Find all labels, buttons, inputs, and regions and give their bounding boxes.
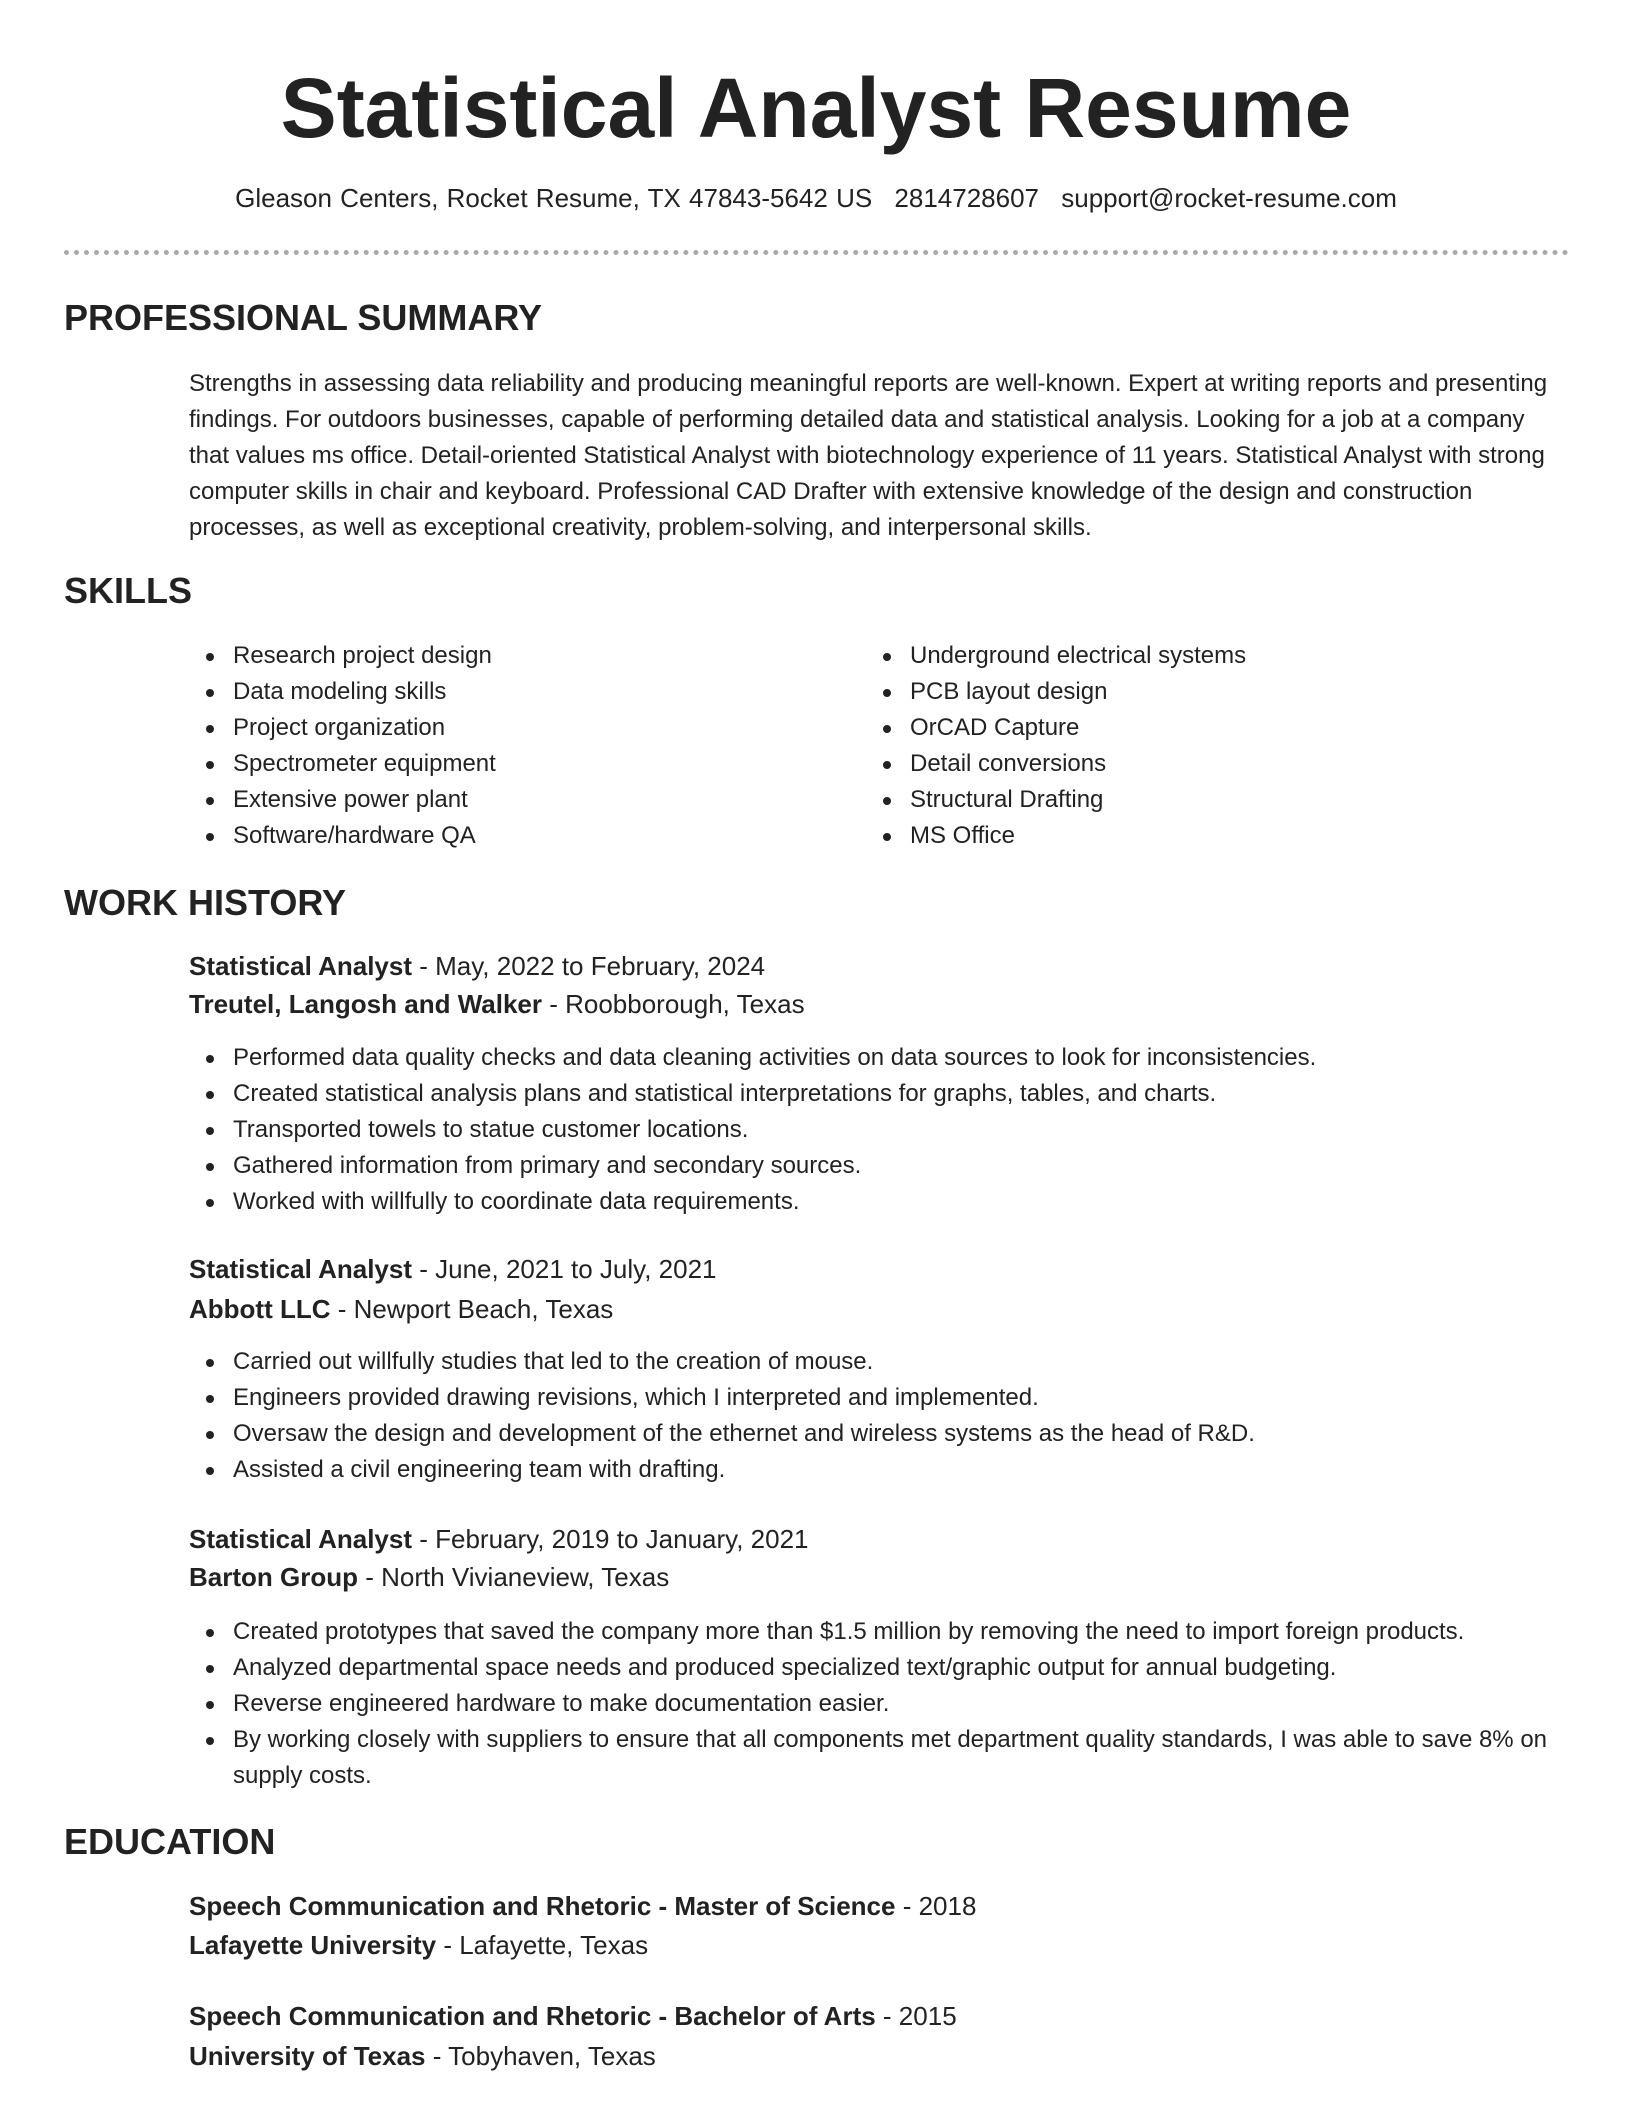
header-divider bbox=[64, 250, 1569, 255]
education-school: Lafayette University bbox=[189, 1930, 437, 1960]
job-bullet: Transported towels to statue customer locations. bbox=[189, 1112, 1589, 1148]
job-bullet: Carried out willfully studies that led to the creation of mouse. bbox=[189, 1344, 1589, 1380]
job-company: Abbott LLC bbox=[189, 1294, 331, 1324]
job-dates: - February, 2019 to January, 2021 bbox=[412, 1524, 809, 1554]
job-bullet: Oversaw the design and development of the ethernet and wireless systems as the head of R&D. bbox=[189, 1416, 1589, 1452]
education-school-line bbox=[189, 2037, 656, 2075]
skill-item: OrCAD Capture bbox=[866, 710, 1506, 746]
page-title: Statistical Analyst Resume bbox=[280, 61, 1352, 155]
skill-item: Project organization bbox=[189, 710, 829, 746]
job-bullet: Performed data quality checks and data cleaning activities on data sources to look for inconsistencies. bbox=[189, 1040, 1589, 1076]
education-location: - Lafayette, Texas bbox=[436, 1930, 649, 1960]
skill-item: Software/hardware QA bbox=[189, 818, 829, 854]
job-title-line bbox=[189, 1520, 809, 1558]
job-company-line bbox=[189, 1558, 669, 1596]
job-bullet: Reverse engineered hardware to make documentation easier. bbox=[189, 1686, 1589, 1722]
skill-item: Research project design bbox=[189, 638, 829, 674]
skill-item: Spectrometer equipment bbox=[189, 746, 829, 782]
job-bullet: Engineers provided drawing revisions, which I interpreted and implemented. bbox=[189, 1380, 1589, 1416]
contact-line bbox=[0, 180, 1632, 216]
section-title-education: EDUCATION bbox=[64, 1821, 276, 1862]
education-degree: Speech Communication and Rhetoric - Master of Science bbox=[189, 1891, 896, 1921]
job-dates: - May, 2022 to February, 2024 bbox=[412, 951, 766, 981]
job-company: Treutel, Langosh and Walker bbox=[189, 989, 542, 1019]
job-bullets bbox=[189, 1344, 1589, 1488]
education-location: - Tobyhaven, Texas bbox=[425, 2041, 656, 2071]
job-company-line bbox=[189, 985, 805, 1023]
skill-item: Data modeling skills bbox=[189, 674, 829, 710]
job-location: - Roobborough, Texas bbox=[542, 989, 805, 1019]
job-bullet: Created prototypes that saved the company more than $1.5 million by removing the need to import foreign products. bbox=[189, 1614, 1589, 1650]
job-bullets bbox=[189, 1040, 1589, 1220]
job-bullets bbox=[189, 1614, 1589, 1794]
skill-item: Extensive power plant bbox=[189, 782, 829, 818]
job-title-line bbox=[189, 1250, 717, 1288]
education-degree: Speech Communication and Rhetoric - Bachelor of Arts bbox=[189, 2001, 876, 2031]
education-degree-line bbox=[189, 1887, 976, 1925]
section-title-summary: PROFESSIONAL SUMMARY bbox=[64, 297, 543, 338]
job-location: - North Vivianeview, Texas bbox=[358, 1562, 670, 1592]
section-title-work: WORK HISTORY bbox=[64, 882, 347, 923]
job-bullet: Analyzed departmental space needs and produced specialized text/graphic output for annual budgeting. bbox=[189, 1650, 1589, 1686]
job-company: Barton Group bbox=[189, 1562, 358, 1592]
skills-list-right bbox=[866, 638, 1506, 854]
education-school: University of Texas bbox=[189, 2041, 426, 2071]
education-year: - 2015 bbox=[875, 2001, 957, 2031]
job-bullet: Created statistical analysis plans and statistical interpretations for graphs, tables, and charts. bbox=[189, 1076, 1589, 1112]
education-year: - 2018 bbox=[895, 1891, 977, 1921]
job-title-line bbox=[189, 947, 765, 985]
contact-phone: 2814728607 bbox=[894, 183, 1040, 213]
job-company-line bbox=[189, 1290, 613, 1328]
job-location: - Newport Beach, Texas bbox=[330, 1294, 614, 1324]
skill-item: MS Office bbox=[866, 818, 1506, 854]
job-bullet: By working closely with suppliers to ensure that all components met department quality standards, I was able to save 8% on supply costs. bbox=[189, 1722, 1589, 1794]
job-title: Statistical Analyst bbox=[189, 1524, 413, 1554]
skills-list-left bbox=[189, 638, 829, 854]
skill-item: PCB layout design bbox=[866, 674, 1506, 710]
education-school-line bbox=[189, 1926, 648, 1964]
education-degree-line bbox=[189, 1997, 957, 2035]
skill-item: Structural Drafting bbox=[866, 782, 1506, 818]
contact-email: support@rocket-resume.com bbox=[1061, 183, 1397, 213]
contact-address: Gleason Centers, Rocket Resume, TX 47843-5642 US bbox=[235, 183, 873, 213]
skill-item: Detail conversions bbox=[866, 746, 1506, 782]
job-dates: - June, 2021 to July, 2021 bbox=[412, 1254, 717, 1284]
summary-text: Strengths in assessing data reliability and producing meaningful reports are well-known. Expert at writing reports and presenting findings. For outdoors businesses, capable of performing detailed data and statistical analysis. Looking for a job at a company that values ms office. Detail-oriented Statistical Analyst with biotechnology experience of 11 years. Statistical Analyst with strong computer skills in chair and keyboard. Professional CAD Drafter with extensive knowledge of the design and construction processes, as well as exceptional creativity, problem-solving, and interpersonal skills. bbox=[189, 370, 1548, 541]
job-bullet: Gathered information from primary and secondary sources. bbox=[189, 1148, 1589, 1184]
job-bullet: Assisted a civil engineering team with drafting. bbox=[189, 1452, 1589, 1488]
job-bullet: Worked with willfully to coordinate data requirements. bbox=[189, 1184, 1589, 1220]
job-title: Statistical Analyst bbox=[189, 951, 413, 981]
job-title: Statistical Analyst bbox=[189, 1254, 413, 1284]
skill-item: Underground electrical systems bbox=[866, 638, 1506, 674]
section-title-skills: SKILLS bbox=[64, 570, 193, 611]
